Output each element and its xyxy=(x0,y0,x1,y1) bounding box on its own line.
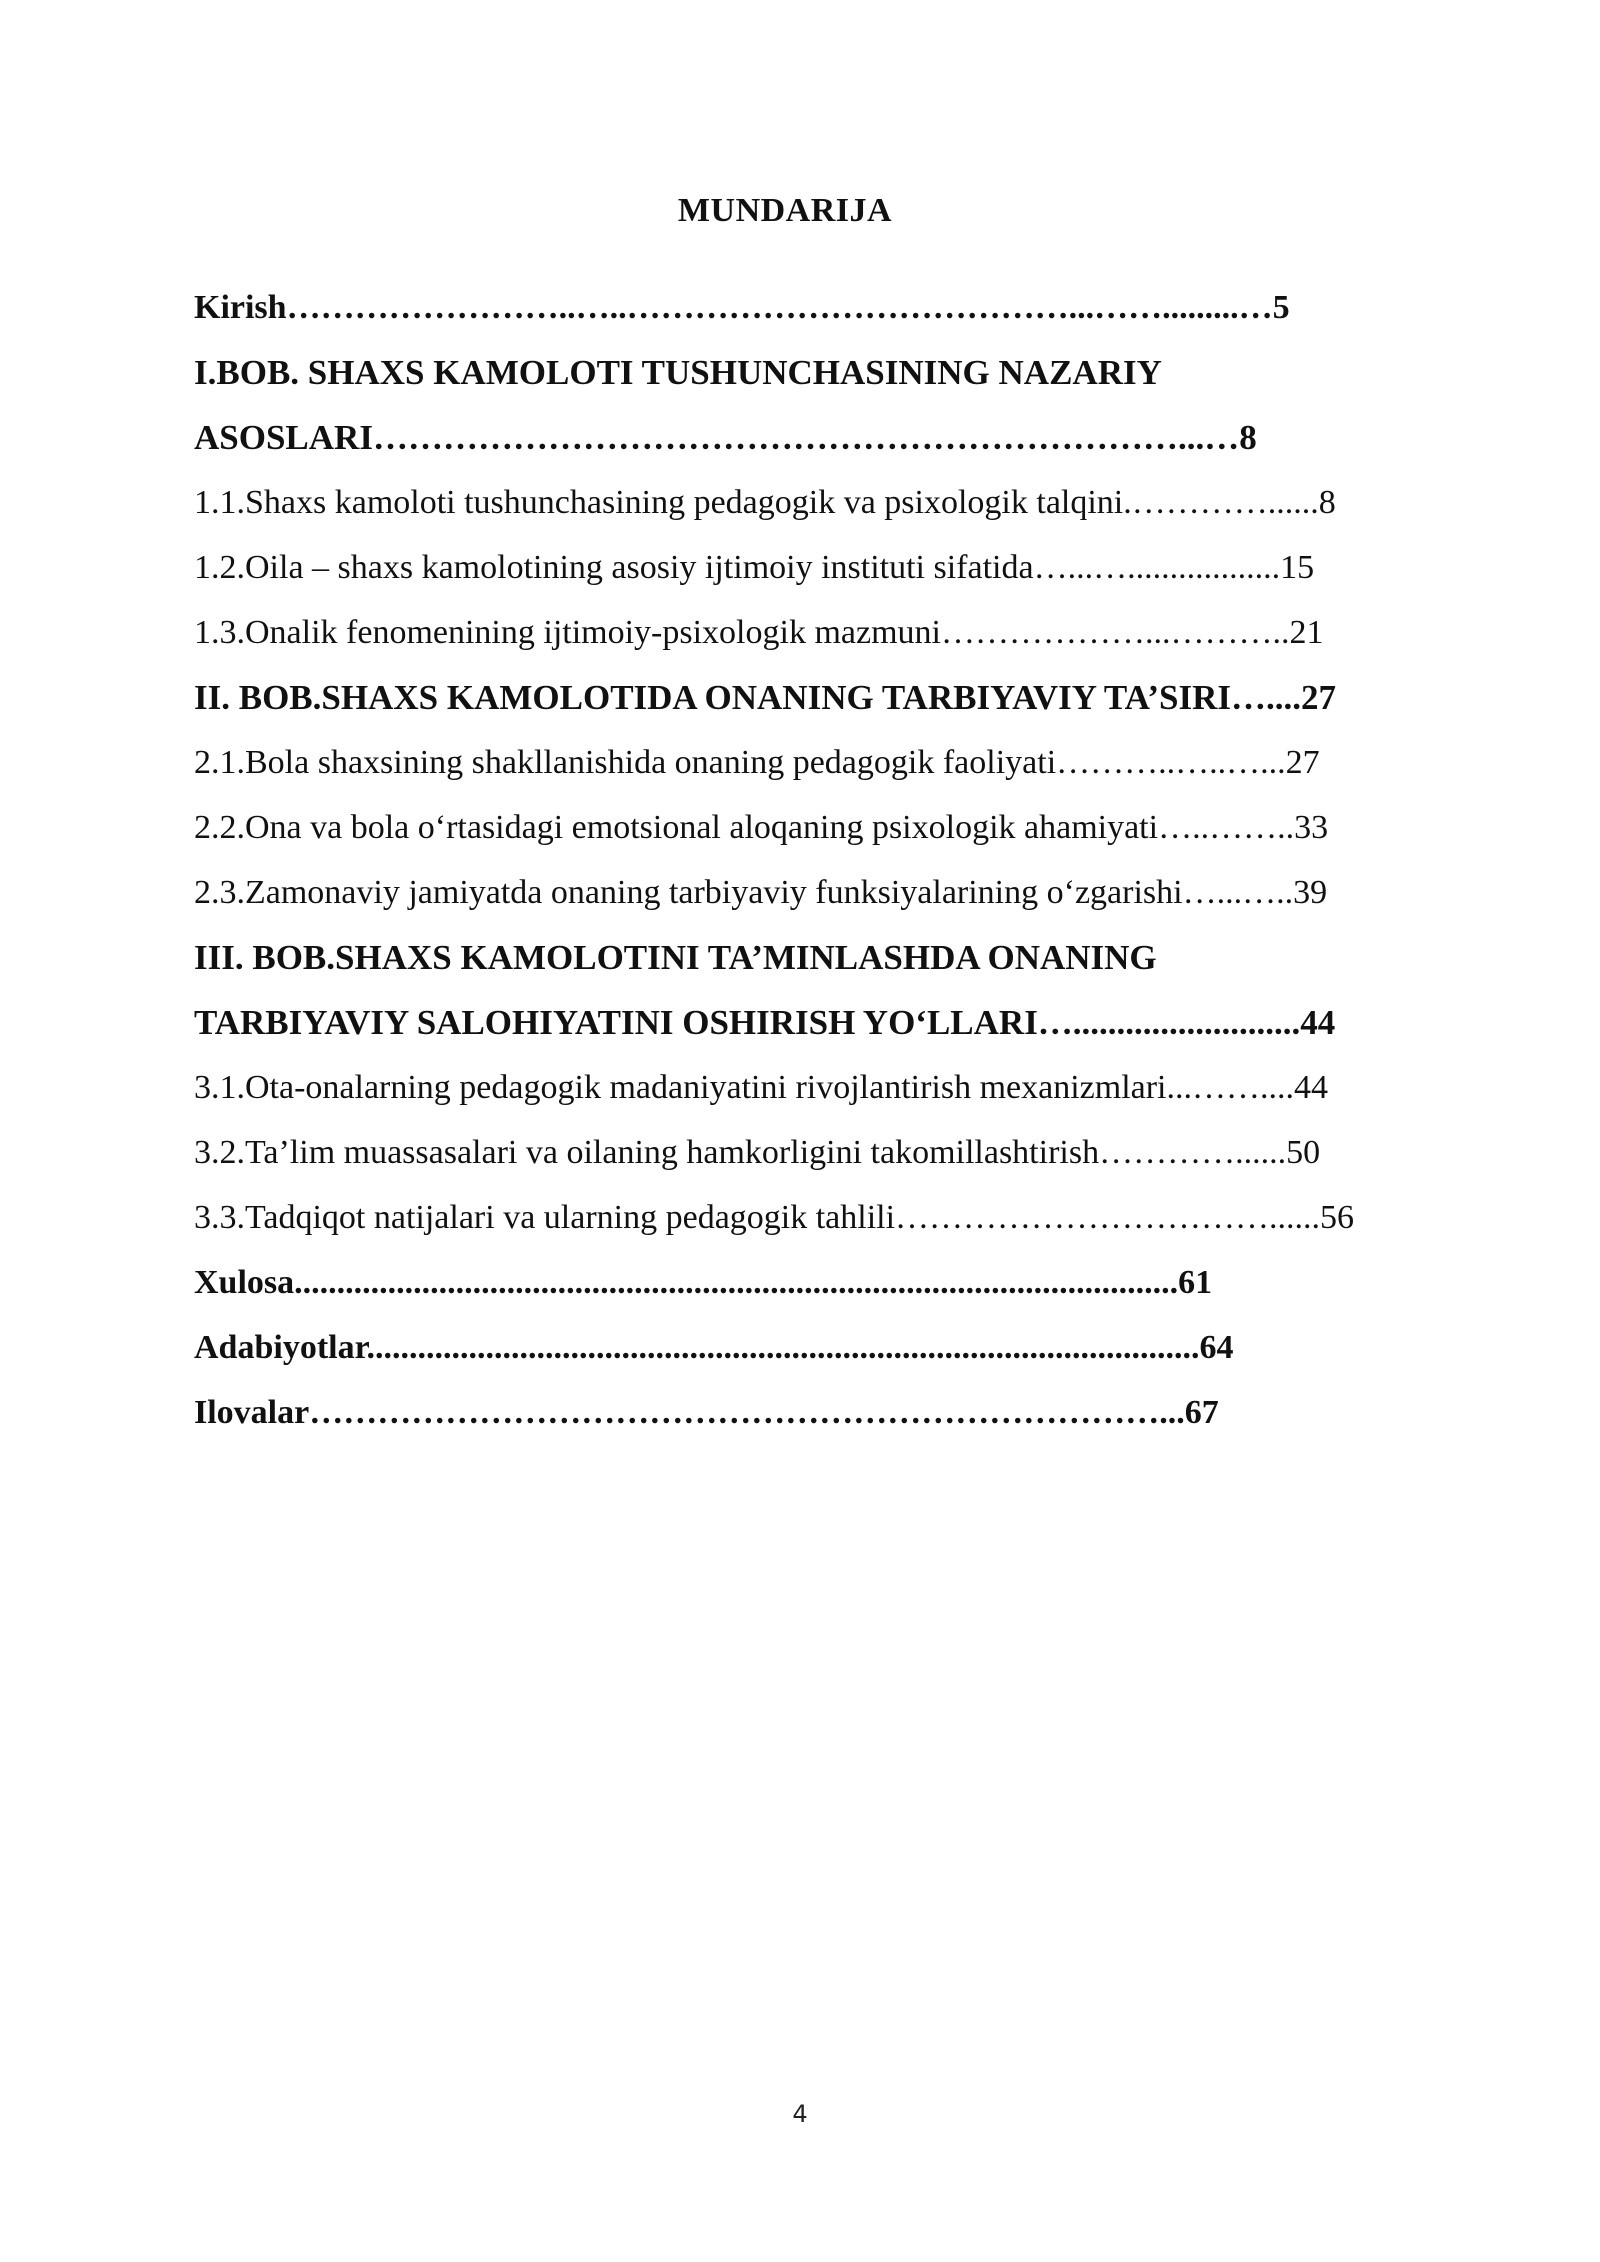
toc-chapter-2-heading: II. BOB.SHAXS KAMOLOTIDA ONANING TARBIYAVIY TA’SIRI…....27 xyxy=(194,678,1336,717)
page-title: MUNDARIJA xyxy=(677,192,893,229)
toc-section-3-2: 3.2.Ta’lim muassasalari va oilaning hamkorligini takomillashtirish…………......50 xyxy=(194,1134,1321,1171)
toc-chapter-3-heading: III. BOB.SHAXS KAMOLOTINI TA’MINLASHDA ONANING xyxy=(194,938,1157,977)
toc-entry-xulosa: Xulosa........................................................................................................61 xyxy=(194,1264,1213,1301)
toc-chapter-1-heading-cont: ASOSLARI……………………………………………………………...…8 xyxy=(194,418,1257,457)
toc-section-2-3: 2.3.Zamonaviy jamiyatda onaning tarbiyaviy funksiyalarining o‘zgarishi…...…..39 xyxy=(194,874,1328,911)
toc-section-2-1: 2.1.Bola shaxsining shakllanishida onaning pedagogik faoliyati………..…..…...27 xyxy=(194,744,1320,781)
table-of-contents xyxy=(194,275,1444,1445)
page-number: 4 xyxy=(792,2100,808,2128)
toc-section-1-2: 1.2.Oila – shaxs kamolotining asosiy ijtimoiy instituti sifatida…...…..................15 xyxy=(194,549,1315,586)
toc-entry-ilovalar: Ilovalar…………………………………………………………………...67 xyxy=(194,1394,1219,1431)
toc-section-1-1: 1.1.Shaxs kamoloti tushunchasining pedagogik va psixologik talqini.…………......8 xyxy=(194,484,1336,521)
toc-chapter-1-heading: I.BOB. SHAXS KAMOLOTI TUSHUNCHASINING NAZARIY xyxy=(194,353,1162,392)
toc-section-3-1: 3.1.Ota-onalarning pedagogik madaniyatini rivojlantirish mexanizmlari...……....44 xyxy=(194,1069,1329,1106)
toc-chapter-3-heading-cont: TARBIYAVIY SALOHIYATINI OSHIRISH YO‘LLARI…..........................44 xyxy=(194,1003,1336,1042)
toc-section-2-2: 2.2.Ona va bola o‘rtasidagi emotsional aloqaning psixologik ahamiyati…..……..33 xyxy=(194,809,1329,846)
toc-entry-kirish: Kirish……………………..…..…………………………………...…….........…5 xyxy=(194,289,1290,326)
toc-section-1-3: 1.3.Onalik fenomenining ijtimoiy-psixologik mazmuni………………...………..21 xyxy=(194,614,1324,651)
toc-entry-adabiyotlar: Adabiyotlar..................................................................................................64 xyxy=(194,1329,1234,1366)
toc-section-3-3: 3.3.Tadqiqot natijalari va ularning pedagogik tahlili……………………………......56 xyxy=(194,1199,1355,1236)
